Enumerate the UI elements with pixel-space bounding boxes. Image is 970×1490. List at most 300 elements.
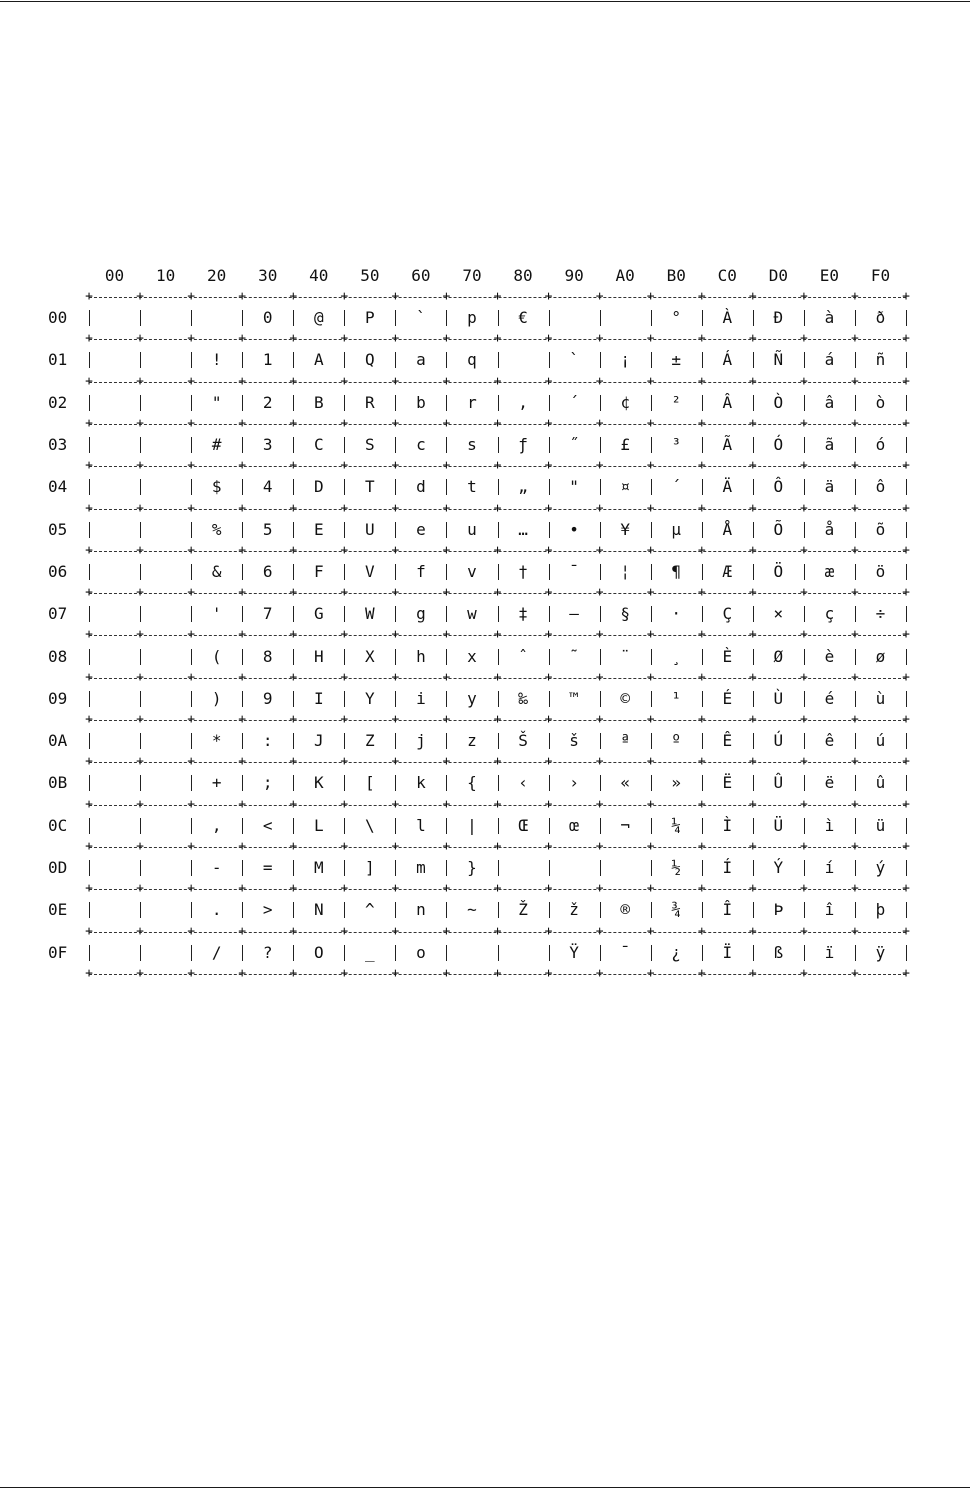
- grid-cross: +: [187, 923, 196, 939]
- grid-cross: +: [748, 838, 757, 854]
- grid-cross: +: [799, 838, 808, 854]
- grid-cross: +: [493, 458, 502, 474]
- row-header: 05: [48, 519, 68, 539]
- row-header: 00: [48, 308, 68, 328]
- table-cell: [89, 382, 140, 424]
- grid-cross: +: [902, 500, 910, 516]
- table-cell: Ñ: [773, 350, 784, 370]
- table-cell: À: [722, 308, 733, 328]
- grid-cross: +: [493, 331, 502, 347]
- grid-cross: +: [238, 289, 247, 304]
- grid-cross: +: [595, 542, 604, 558]
- grid-cross: +: [340, 754, 349, 770]
- grid-cross: +: [391, 881, 400, 897]
- grid-cross: +: [748, 331, 757, 347]
- grid-cross: +: [340, 331, 349, 347]
- grid-cross: +: [595, 754, 604, 770]
- grid-cross: +: [289, 669, 298, 685]
- grid-cross: +: [187, 542, 196, 558]
- grid-cross: +: [799, 627, 808, 643]
- row-header: 04: [48, 477, 68, 497]
- grid-cross: +: [391, 289, 400, 304]
- table-cell: e: [416, 519, 426, 539]
- table-cell: k: [416, 773, 426, 793]
- table-cell: -: [211, 858, 222, 878]
- grid-cross: +: [595, 415, 604, 431]
- row-header: 0C: [48, 815, 68, 835]
- grid-cross: +: [544, 669, 553, 685]
- grid-cross: +: [340, 712, 349, 727]
- grid-cross: +: [646, 373, 655, 389]
- grid-cross: +: [544, 881, 553, 897]
- table-cell: ‡: [518, 604, 528, 624]
- column-header: 60: [411, 266, 431, 285]
- table-cell: o: [416, 942, 426, 962]
- grid-cross: +: [136, 965, 144, 981]
- grid-cross: +: [799, 965, 808, 981]
- table-cell: [549, 847, 600, 889]
- grid-cross: +: [187, 500, 196, 516]
- table-cell: ï: [824, 942, 835, 962]
- table-cell: B: [313, 392, 324, 412]
- table-cell: Í: [722, 858, 733, 878]
- table-cell: ¤: [620, 477, 630, 497]
- table-cell: G: [313, 604, 324, 624]
- grid-cross: +: [799, 542, 808, 558]
- grid-cross: +: [85, 415, 93, 431]
- table-cell: M: [313, 858, 324, 878]
- table-cell: =: [262, 858, 273, 878]
- column-header: F0: [870, 266, 891, 285]
- table-cell: §: [620, 604, 630, 624]
- column-header: 00: [104, 266, 125, 285]
- grid-cross: +: [238, 838, 247, 854]
- table-cell: [: [365, 773, 375, 793]
- table-cell: *: [211, 731, 222, 751]
- bottom-rule: [0, 1487, 970, 1488]
- row-header: 0E: [48, 900, 68, 920]
- grid-cross: +: [442, 331, 451, 347]
- grid-cross: +: [391, 965, 400, 981]
- grid-cross: +: [442, 289, 451, 304]
- grid-cross: +: [595, 838, 604, 854]
- grid-cross: +: [238, 754, 247, 770]
- grid-cross: +: [238, 500, 247, 516]
- table-cell: `: [416, 308, 426, 328]
- grid-cross: +: [595, 712, 604, 727]
- row-header: 0D: [48, 858, 68, 878]
- grid-cross: +: [748, 458, 757, 474]
- grid-cross: +: [544, 585, 553, 601]
- table-cell: [89, 720, 140, 762]
- table-cell: q: [467, 350, 477, 370]
- grid-cross: +: [187, 331, 196, 347]
- grid-cross: +: [136, 331, 144, 347]
- grid-cross: +: [289, 627, 298, 643]
- column-header: 40: [309, 266, 329, 285]
- grid-cross: +: [391, 373, 400, 389]
- grid-cross: +: [238, 415, 247, 431]
- grid-cross: +: [697, 712, 706, 727]
- grid-cross: +: [85, 500, 93, 516]
- grid-cross: +: [646, 542, 655, 558]
- row-header: 09: [48, 688, 68, 708]
- grid-cross: +: [289, 796, 298, 812]
- grid-cross: +: [442, 712, 451, 727]
- grid-cross: +: [851, 415, 859, 431]
- grid-line-vertical: [906, 310, 907, 326]
- grid-cross: +: [544, 923, 553, 939]
- table-cell: ü: [875, 815, 886, 835]
- grid-cross: +: [697, 965, 706, 981]
- grid-cross: +: [544, 542, 553, 558]
- table-cell: ": [569, 477, 579, 497]
- table-cell: º: [671, 731, 682, 751]
- table-cell: ë: [824, 773, 835, 793]
- grid-cross: +: [851, 458, 859, 474]
- row-header: 08: [48, 646, 68, 666]
- table-cell: F: [313, 561, 324, 581]
- grid-cross: +: [748, 373, 757, 389]
- table-cell: ®: [620, 900, 630, 920]
- table-cell: s: [467, 435, 477, 455]
- table-cell: [89, 297, 140, 339]
- table-cell: }: [467, 858, 477, 878]
- grid-cross: +: [851, 289, 859, 304]
- grid-cross: +: [289, 289, 298, 304]
- grid-cross: +: [340, 585, 349, 601]
- table-cell: [89, 889, 140, 931]
- grid-cross: +: [391, 627, 400, 643]
- grid-cross: +: [85, 796, 93, 812]
- grid-cross: +: [646, 965, 655, 981]
- table-cell: 3: [262, 435, 273, 455]
- grid-cross: +: [799, 415, 808, 431]
- grid-cross: +: [799, 458, 808, 474]
- grid-cross: +: [391, 712, 400, 727]
- table-cell: J: [313, 731, 324, 751]
- table-cell: Î: [722, 900, 733, 920]
- grid-cross: +: [493, 923, 502, 939]
- grid-line-vertical: [906, 479, 907, 495]
- table-cell: ×: [773, 604, 784, 624]
- table-cell: ¡: [620, 350, 630, 370]
- table-cell: «: [620, 773, 630, 793]
- grid-cross: +: [85, 965, 93, 981]
- grid-cross: +: [289, 712, 298, 727]
- column-header: 90: [564, 266, 584, 285]
- grid-cross: +: [595, 627, 604, 643]
- grid-cross: +: [442, 500, 451, 516]
- grid-cross: +: [340, 838, 349, 854]
- grid-cross: +: [493, 796, 502, 812]
- grid-cross: +: [697, 923, 706, 939]
- grid-cross: +: [493, 881, 502, 897]
- grid-cross: +: [442, 373, 451, 389]
- table-cell: K: [313, 773, 324, 793]
- table-cell: ©: [620, 688, 630, 708]
- row-header: 03: [48, 435, 68, 455]
- grid-cross: +: [289, 373, 298, 389]
- grid-cross: +: [187, 838, 196, 854]
- grid-cross: +: [442, 923, 451, 939]
- table-cell: ¦: [620, 561, 630, 581]
- table-cell: æ: [824, 561, 835, 581]
- table-cell: à: [824, 308, 835, 328]
- table-cell: W: [365, 604, 375, 624]
- table-cell: ~: [467, 900, 477, 920]
- grid-cross: +: [238, 373, 247, 389]
- table-cell: b: [416, 392, 426, 412]
- grid-cross: +: [851, 331, 859, 347]
- table-cell: ): [211, 688, 222, 708]
- grid-cross: +: [646, 796, 655, 812]
- grid-cross: +: [493, 669, 502, 685]
- table-cell: ¯: [569, 561, 579, 581]
- grid-cross: +: [442, 881, 451, 897]
- grid-cross: +: [289, 458, 298, 474]
- grid-cross: +: [238, 796, 247, 812]
- table-cell: Š: [518, 731, 528, 751]
- grid-cross: +: [748, 500, 757, 516]
- table-cell: »: [671, 773, 682, 793]
- grid-cross: +: [493, 838, 502, 854]
- table-cell: ^: [365, 900, 375, 920]
- grid-line-vertical: [906, 860, 907, 876]
- grid-cross: +: [595, 881, 604, 897]
- grid-cross: +: [85, 838, 93, 854]
- table-cell: C: [313, 435, 324, 455]
- table-cell: 1: [262, 350, 273, 370]
- grid-cross: +: [187, 458, 196, 474]
- grid-cross: +: [85, 754, 93, 770]
- table-cell: Â: [722, 392, 733, 412]
- grid-line-vertical: [906, 564, 907, 580]
- grid-cross: +: [595, 373, 604, 389]
- grid-cross: +: [697, 754, 706, 770]
- grid-cross: +: [187, 585, 196, 601]
- table-cell: 2: [262, 392, 273, 412]
- table-cell: Å: [722, 519, 733, 539]
- table-cell: ¢: [620, 392, 630, 412]
- table-cell: R: [365, 392, 375, 412]
- grid-cross: +: [238, 331, 247, 347]
- grid-cross: +: [902, 331, 910, 347]
- grid-cross: +: [136, 881, 144, 897]
- grid-cross: +: [85, 712, 93, 727]
- table-cell: Ì: [722, 815, 733, 835]
- grid-cross: +: [748, 669, 757, 685]
- grid-cross: +: [85, 373, 93, 389]
- grid-cross: +: [187, 289, 196, 304]
- table-cell: `: [569, 350, 579, 370]
- table-cell: y: [467, 688, 477, 708]
- grid-cross: +: [238, 627, 247, 643]
- table-cell: A: [313, 350, 324, 370]
- grid-cross: +: [902, 289, 910, 304]
- grid-cross: +: [902, 458, 910, 474]
- grid-cross: +: [289, 331, 298, 347]
- table-cell: n: [416, 900, 426, 920]
- table-cell: Æ: [722, 561, 733, 581]
- grid-cross: +: [748, 796, 757, 812]
- row-header: 06: [48, 561, 68, 581]
- table-cell: [140, 636, 191, 678]
- grid-cross: +: [851, 754, 859, 770]
- table-cell: Ð: [773, 308, 784, 328]
- grid-cross: +: [442, 965, 451, 981]
- table-cell: ¿: [671, 942, 682, 962]
- grid-cross: +: [851, 796, 859, 812]
- table-cell: [89, 636, 140, 678]
- grid-line-vertical: [906, 522, 907, 538]
- table-cell: á: [824, 350, 835, 370]
- grid-line-vertical: [906, 902, 907, 918]
- table-cell: ø: [875, 646, 886, 666]
- table-cell: &: [211, 561, 222, 581]
- table-cell: {: [467, 773, 477, 793]
- table-cell: ´: [569, 392, 579, 412]
- table-cell: [140, 593, 191, 635]
- grid-cross: +: [493, 712, 502, 727]
- grid-cross: +: [85, 585, 93, 601]
- grid-cross: +: [442, 458, 451, 474]
- table-cell: Õ: [773, 519, 784, 539]
- table-cell: [89, 678, 140, 720]
- table-cell: ·: [671, 604, 682, 624]
- grid-line-vertical: [906, 775, 907, 791]
- table-cell: ?: [262, 942, 273, 962]
- table-cell: [140, 678, 191, 720]
- table-cell: [140, 889, 191, 931]
- table-cell: ò: [875, 392, 886, 412]
- grid-cross: +: [187, 796, 196, 812]
- grid-cross: +: [136, 669, 144, 685]
- grid-cross: +: [697, 838, 706, 854]
- grid-cross: +: [442, 669, 451, 685]
- table-cell: €: [518, 308, 528, 328]
- grid-cross: +: [187, 627, 196, 643]
- table-cell: $: [211, 477, 222, 497]
- grid-cross: +: [136, 289, 144, 304]
- table-cell: ý: [875, 858, 886, 878]
- grid-cross: +: [391, 542, 400, 558]
- table-cell: a: [416, 350, 426, 370]
- grid-cross: +: [646, 627, 655, 643]
- grid-cross: +: [851, 923, 859, 939]
- column-header: 70: [462, 266, 482, 285]
- grid-cross: +: [544, 500, 553, 516]
- grid-cross: +: [851, 542, 859, 558]
- table-cell: ç: [824, 604, 835, 624]
- table-cell: Ó: [773, 435, 784, 455]
- table-cell: |: [467, 815, 477, 835]
- row-header: 02: [48, 392, 68, 412]
- table-cell: %: [211, 519, 222, 539]
- grid-cross: +: [799, 796, 808, 812]
- table-cell: i: [416, 688, 426, 708]
- table-cell: ñ: [875, 350, 886, 370]
- grid-cross: +: [187, 415, 196, 431]
- grid-cross: +: [442, 585, 451, 601]
- grid-cross: +: [340, 923, 349, 939]
- table-cell: —: [569, 604, 579, 624]
- table-cell: ù: [875, 688, 886, 708]
- grid-cross: +: [544, 289, 553, 304]
- table-cell: ¾: [671, 900, 682, 920]
- grid-cross: +: [493, 627, 502, 643]
- grid-cross: +: [289, 923, 298, 939]
- grid-line-vertical: [906, 691, 907, 707]
- grid-cross: +: [136, 415, 144, 431]
- grid-cross: +: [544, 331, 553, 347]
- table-cell: >: [262, 900, 273, 920]
- column-header: C0: [717, 266, 737, 285]
- table-cell: ´: [671, 477, 682, 497]
- table-cell: ¨: [620, 646, 630, 666]
- grid-cross: +: [391, 415, 400, 431]
- grid-cross: +: [748, 965, 757, 981]
- table-cell: [446, 932, 497, 974]
- grid-cross: +: [442, 542, 451, 558]
- table-cell: Ê: [722, 731, 733, 751]
- grid-cross: +: [136, 923, 144, 939]
- grid-cross: +: [544, 712, 553, 727]
- grid-cross: +: [748, 627, 757, 643]
- grid-cross: +: [187, 881, 196, 897]
- column-header: 80: [513, 266, 533, 285]
- grid-cross: +: [442, 796, 451, 812]
- grid-cross: +: [595, 500, 604, 516]
- grid-cross: +: [85, 331, 93, 347]
- grid-cross: +: [136, 627, 144, 643]
- table-cell: ‰: [518, 688, 528, 708]
- table-cell: ]: [365, 858, 375, 878]
- table-cell: É: [722, 688, 733, 708]
- table-cell: „: [518, 477, 528, 497]
- grid-cross: +: [646, 754, 655, 770]
- grid-line-vertical: [906, 395, 907, 411]
- table-cell: g: [416, 604, 426, 624]
- grid-cross: +: [187, 712, 196, 727]
- table-cell: V: [365, 561, 375, 581]
- grid-cross: +: [595, 331, 604, 347]
- grid-cross: +: [799, 881, 808, 897]
- grid-cross: +: [646, 881, 655, 897]
- grid-cross: +: [697, 542, 706, 558]
- grid-cross: +: [544, 796, 553, 812]
- table-cell: ÿ: [875, 942, 886, 962]
- row-header: 07: [48, 604, 68, 624]
- table-cell: 5: [262, 519, 273, 539]
- table-cell: [600, 297, 651, 339]
- table-cell: 9: [262, 688, 273, 708]
- grid-cross: +: [748, 289, 757, 304]
- grid-cross: +: [85, 289, 93, 304]
- table-cell: [140, 424, 191, 466]
- table-cell: @: [313, 308, 324, 328]
- table-cell: D: [313, 477, 324, 497]
- grid-cross: +: [902, 796, 910, 812]
- table-cell: ú: [875, 731, 886, 751]
- table-cell: ö: [875, 561, 886, 581]
- table-cell: þ: [875, 900, 886, 920]
- grid-cross: +: [851, 838, 859, 854]
- table-cell: ¶: [671, 561, 682, 581]
- grid-cross: +: [238, 585, 247, 601]
- table-cell: µ: [671, 519, 682, 539]
- table-cell: ž: [569, 900, 579, 920]
